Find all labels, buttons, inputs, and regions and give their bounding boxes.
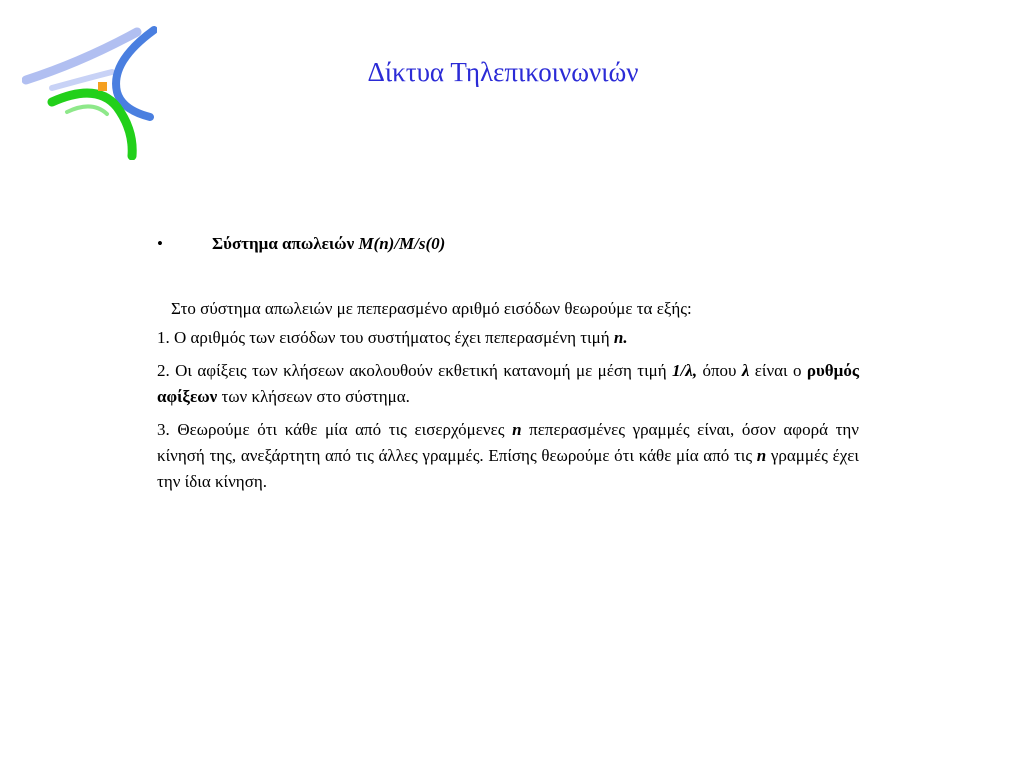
item-2-rate: ρυθμός αφίξεων <box>157 361 859 406</box>
heading-text: Σύστημα απωλειών <box>212 234 355 253</box>
intro-paragraph: Στο σύστημα απωλειών με πεπερασμένο αριθμό εισόδων θεωρούμε τα εξής: <box>171 299 692 318</box>
item-1-text: 1. Ο αριθμός των εισόδων του συστήματος έχει πεπερασμένη τιμή <box>157 328 614 347</box>
item-2-text-3: είναι ο <box>749 361 807 380</box>
item-3 <box>157 417 859 495</box>
item-2-text-1: 2. Οι αφίξεις των κλήσεων ακολουθούν εκθετική κατανομή με μέση τιμή <box>157 361 673 380</box>
slide-body <box>157 296 859 502</box>
page-title: Δίκτυα Τηλεπικοινωνιών <box>367 57 639 87</box>
item-3-var-2: n <box>756 446 767 465</box>
section-heading <box>157 232 857 256</box>
item-3-var-1: n <box>512 420 522 439</box>
item-2-lambda: λ <box>741 361 750 380</box>
heading-model: M(n)/M/s(0) <box>358 234 446 253</box>
item-2-text-2: όπου <box>697 361 742 380</box>
item-3-text-3: γραμμές έχει την ίδια κίνηση. <box>157 446 859 491</box>
item-3-text-1: 3. Θεωρούμε ότι κάθε μία από τις εισερχόμενες <box>157 420 513 439</box>
item-3-text-2: πεπερασμένες γραμμές είναι, όσον αφορά την κίνησή της, ανεξάρτητη από τις άλλες γραμμές. Επίσης θεωρούμε ότι κάθε μία από τις <box>157 420 859 465</box>
bullet: • <box>157 234 163 253</box>
item-1 <box>157 325 859 351</box>
item-1-var: n. <box>613 328 628 347</box>
item-2 <box>157 358 859 410</box>
logo-green-arc-thin <box>67 106 107 114</box>
item-2-mean: 1/λ, <box>672 361 698 380</box>
item-2-text-4: των κλήσεων στο σύστημα. <box>217 387 410 406</box>
